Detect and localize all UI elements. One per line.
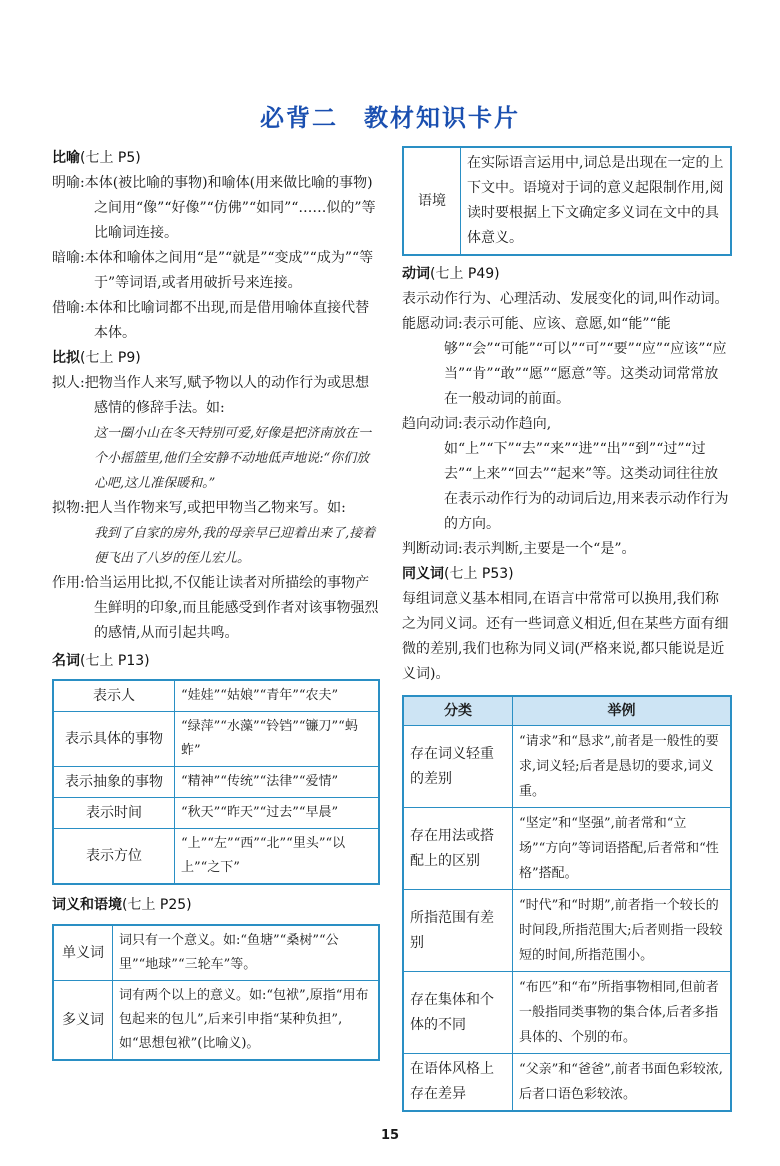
personification-function: 作用:恰当运用比拟,不仅能让读者对所描绘的事物产生鲜明的印象,而且能感受到作者对该事物强烈的感情,从而引起共鸣。 xyxy=(52,575,379,641)
meaning-desc: 词有两个以上的意义。如:“包袱”,原指“用布包起来的包儿”,后来引申指“某种负担”,如“思想包袱”(比喻义)。 xyxy=(113,981,380,1061)
synonyms-intro: 每组词意义基本相同,在语言中常常可以换用,我们称之为同义词。还有一些词意义相近,但在某些方面有细微的差别,我们也称为同义词(严格来说,都只能说是近义词)。 xyxy=(402,591,729,682)
section-synonyms-heading: 同义词(七上 P53) xyxy=(402,566,514,582)
objectification-example: 我到了自家的房外,我的母亲早已迎着出来了,接着便飞出了八岁的侄儿宏儿。 xyxy=(94,526,376,566)
section-nouns-heading: 名词(七上 P13) xyxy=(52,653,150,669)
meaning-desc: 词只有一个意义。如:“鱼塘”“桑树”“公里”“地球”“三轮车”等。 xyxy=(113,925,380,981)
directional-verbs: 趋向动词:表示动作趋向,如“上”“下”“去”“来”“进”“出”“到”“过”“过去”“上来”“回去”“起来”等。这类动词往往放在表示动作行为的动词后边,用来表示动作行为的方向。 xyxy=(402,416,729,532)
page-number: 15 xyxy=(380,1128,400,1143)
synonym-category: 所指范围有差别 xyxy=(403,890,513,972)
left-column xyxy=(52,146,380,1069)
col-category: 分类 xyxy=(403,696,513,726)
context-label: 语境 xyxy=(403,147,461,255)
noun-examples: “娃娃”“姑娘”“青年”“农夫” xyxy=(175,680,380,712)
noun-category: 表示抽象的事物 xyxy=(53,767,175,798)
table-row xyxy=(53,798,379,829)
page-title: 必背二 教材知识卡片 xyxy=(260,104,520,132)
meaning-table xyxy=(52,924,380,1061)
objectification-item: 拟物:把人当作物来写,或把甲物当乙物来写。如: xyxy=(52,500,346,516)
noun-category: 表示具体的事物 xyxy=(53,712,175,767)
noun-examples: “精神”“传统”“法律”“爱情” xyxy=(175,767,380,798)
table-row xyxy=(53,925,379,981)
section-meaning-heading: 词义和语境(七上 P25) xyxy=(52,897,192,913)
noun-category: 表示方位 xyxy=(53,829,175,885)
noun-category: 表示人 xyxy=(53,680,175,712)
verbs-intro: 表示动作行为、心理活动、发展变化的词,叫作动词。 xyxy=(402,291,729,307)
judgment-verbs: 判断动词:表示判断,主要是一个“是”。 xyxy=(402,541,636,557)
personification-item: 拟人:把物当作人来写,赋予物以人的动作行为或思想感情的修辞手法。如: xyxy=(52,375,370,416)
context-box xyxy=(402,146,732,256)
table-row xyxy=(403,147,731,255)
table-header-row xyxy=(403,696,731,726)
synonym-example: “布匹”和“布”所指事物相同,但前者一般指同类事物的集合体,后者多指具体的、个别的布。 xyxy=(513,972,732,1054)
synonym-category: 存在词义轻重的差别 xyxy=(403,726,513,808)
noun-examples: “绿萍”“水藻”“铃铛”“镰刀”“蚂蚱” xyxy=(175,712,380,767)
table-row xyxy=(403,808,731,890)
table-row xyxy=(403,1054,731,1112)
noun-category: 表示时间 xyxy=(53,798,175,829)
synonyms-table xyxy=(402,695,732,1112)
section-simile-heading: 比喻(七上 P5) xyxy=(52,150,141,166)
synonym-category: 存在用法或搭配上的区别 xyxy=(403,808,513,890)
simile-implicit: 暗喻:本体和喻体之间用“是”“就是”“变成”“成为”“等于”等词语,或者用破折号来连接。 xyxy=(52,250,374,291)
section-verbs-heading: 动词(七上 P49) xyxy=(402,266,500,282)
simile-explicit: 明喻:本体(被比喻的事物)和喻体(用来做比喻的事物)之间用“像”“好像”“仿佛”“如同”“……似的”等比喻词连接。 xyxy=(52,175,376,241)
synonym-category: 存在集体和个体的不同 xyxy=(403,972,513,1054)
table-row xyxy=(53,680,379,712)
personification-example: 这一圈小山在冬天特别可爱,好像是把济南放在一个小摇篮里,他们全安静不动地低声地说:“你们放心吧,这儿准保暖和。” xyxy=(94,426,372,491)
noun-examples: “上”“左”“西”“北”“里头”“以上”“之下” xyxy=(175,829,380,885)
synonym-example: “坚定”和“坚强”,前者常和“立场”“方向”等词语搭配,后者常和“性格”搭配。 xyxy=(513,808,732,890)
synonym-example: “父亲”和“爸爸”,前者书面色彩较浓,后者口语色彩较浓。 xyxy=(513,1054,732,1112)
right-column xyxy=(402,146,732,1112)
table-row xyxy=(53,829,379,885)
table-row xyxy=(403,726,731,808)
meaning-type: 单义词 xyxy=(53,925,113,981)
table-row xyxy=(403,972,731,1054)
synonym-example: “时代”和“时期”,前者指一个较长的时间段,所指范围大;后者则指一段较短的时间,所指范围小。 xyxy=(513,890,732,972)
synonym-category: 在语体风格上存在差异 xyxy=(403,1054,513,1112)
synonym-example: “请求”和“恳求”,前者是一般性的要求,词义轻;后者是恳切的要求,词义重。 xyxy=(513,726,732,808)
table-row xyxy=(53,712,379,767)
context-desc: 在实际语言运用中,词总是出现在一定的上下文中。语境对于词的意义起限制作用,阅读时要根据上下文确定多义词在文中的具体意义。 xyxy=(461,147,732,255)
section-personification-heading: 比拟(七上 P9) xyxy=(52,350,141,366)
nouns-table xyxy=(52,679,380,885)
col-example: 举例 xyxy=(513,696,732,726)
table-row xyxy=(53,767,379,798)
meaning-type: 多义词 xyxy=(53,981,113,1061)
table-row xyxy=(53,981,379,1061)
modal-verbs: 能愿动词:表示可能、应该、意愿,如“能”“能够”“会”“可能”“可以”“可”“要”“应”“应该”“应当”“肯”“敢”“愿”“愿意”等。这类动词常常放在一般动词的前面。 xyxy=(402,316,727,407)
noun-examples: “秋天”“昨天”“过去”“早晨” xyxy=(175,798,380,829)
simile-borrowed: 借喻:本体和比喻词都不出现,而是借用喻体直接代替本体。 xyxy=(52,300,370,341)
table-row xyxy=(403,890,731,972)
